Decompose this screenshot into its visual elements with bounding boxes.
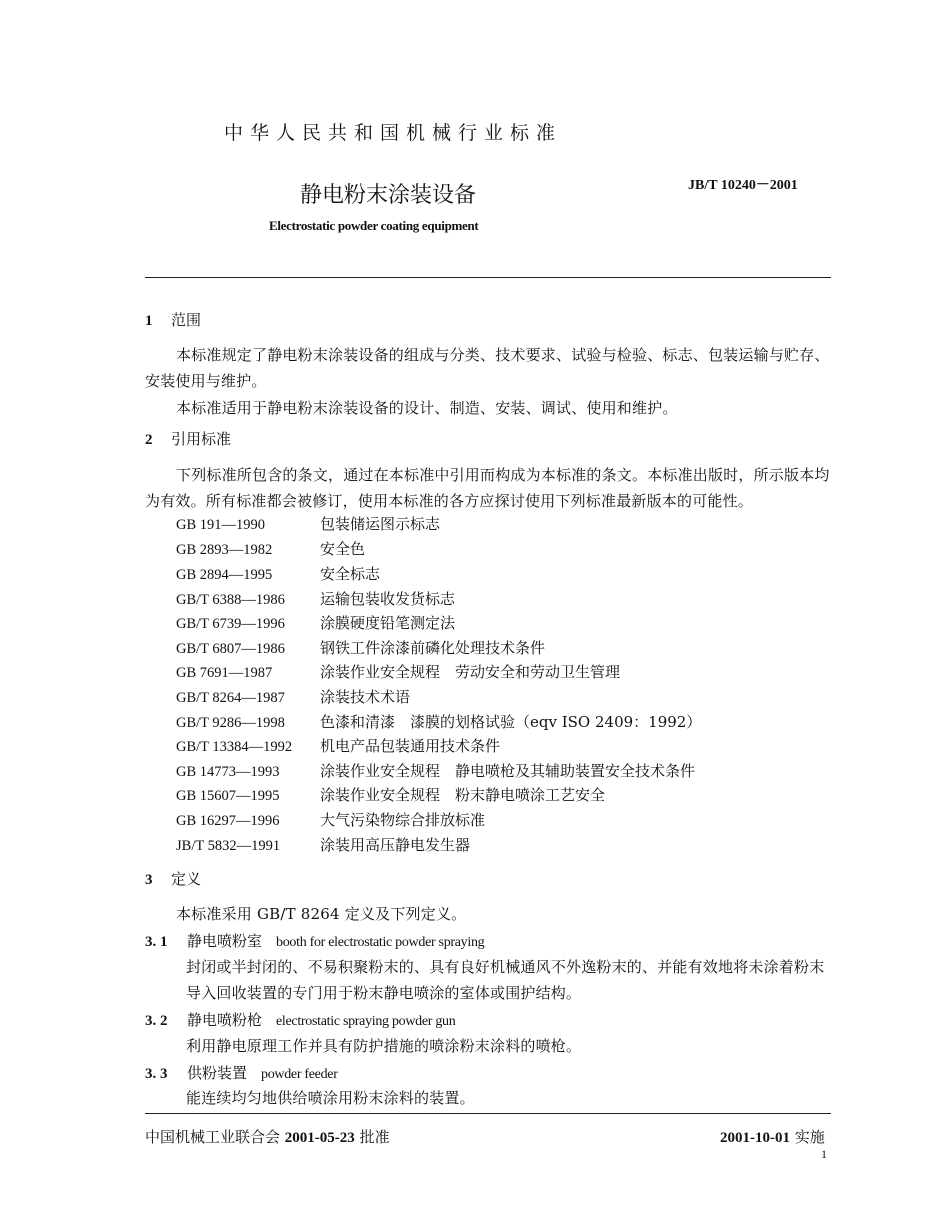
reference-code: GB 7691—1987 bbox=[176, 665, 273, 681]
reference-name: 大气污染物综合排放标准 bbox=[320, 811, 486, 829]
document-title-en: Electrostatic powder coating equipment bbox=[269, 218, 479, 233]
reference-name: 机电产品包装通用技术条件 bbox=[320, 737, 501, 755]
reference-code: GB 191—1990 bbox=[176, 517, 266, 533]
scope-paragraph-1: 本标准规定了静电粉末涂装设备的组成与分类、技术要求、试验与检验、标志、包装运输与贮存、安装使用与维护。 bbox=[145, 346, 830, 390]
definition-heading bbox=[145, 1009, 455, 1030]
section-title: 范围 bbox=[171, 311, 202, 329]
document-title-cn: 静电粉末涂装设备 bbox=[300, 183, 477, 208]
reference-code: GB/T 13384—1992 bbox=[176, 739, 293, 755]
definition-term-en: electrostatic spraying powder gun bbox=[276, 1014, 456, 1029]
definition-body: 封闭或半封闭的、不易积聚粉末的、具有良好机械通风不外逸粉末的、并能有效地将未涂着粉末导入回收装置的专门用于粉末静电喷涂的室体或围护结构。 bbox=[186, 958, 825, 1002]
section-number: 1 bbox=[145, 313, 153, 329]
reference-code: GB/T 6388—1986 bbox=[176, 592, 285, 608]
reference-code: GB 2894—1995 bbox=[176, 567, 273, 583]
definition-term-en: booth for electrostatic powder spraying bbox=[276, 935, 485, 950]
reference-name: 包装储运图示标志 bbox=[320, 515, 441, 533]
definition-heading bbox=[145, 930, 484, 951]
reference-item bbox=[176, 686, 410, 710]
reference-item bbox=[176, 711, 701, 735]
reference-name: 安全标志 bbox=[320, 565, 381, 583]
reference-item bbox=[176, 612, 455, 636]
definitions-intro: 本标准采用 GB/T 8264 定义及下列定义。 bbox=[176, 905, 467, 923]
definition-number: 3. 1 bbox=[145, 934, 168, 950]
definition-number: 3. 2 bbox=[145, 1013, 168, 1029]
standard-code: JB/T 10240－2001 bbox=[688, 178, 798, 193]
reference-item bbox=[176, 784, 605, 808]
reference-name: 涂膜硬度铅笔测定法 bbox=[320, 614, 456, 632]
reference-name: 涂装技术术语 bbox=[320, 688, 411, 706]
reference-code: GB 14773—1993 bbox=[176, 764, 280, 780]
reference-item bbox=[176, 809, 485, 833]
definition-term-en: powder feeder bbox=[261, 1067, 338, 1082]
definition-term-cn: 静电喷粉室 bbox=[187, 932, 263, 950]
reference-name: 涂装作业安全规程 粉末静电喷涂工艺安全 bbox=[320, 786, 606, 804]
reference-item bbox=[176, 588, 455, 612]
reference-name: 色漆和清漆 漆膜的划格试验（eqv ISO 2409：1992） bbox=[320, 713, 702, 731]
reference-name: 安全色 bbox=[320, 540, 366, 558]
section-number: 3 bbox=[145, 872, 153, 888]
reference-name: 钢铁工件涂漆前磷化处理技术条件 bbox=[320, 639, 546, 657]
issuer: 中国机械工业联合会 bbox=[145, 1128, 281, 1146]
section-title: 引用标准 bbox=[171, 430, 232, 448]
scope-paragraph-2: 本标准适用于静电粉末涂装设备的设计、制造、安装、调试、使用和维护。 bbox=[176, 399, 678, 417]
effective-info bbox=[720, 1126, 825, 1147]
definition-term-cn: 静电喷粉枪 bbox=[187, 1011, 263, 1029]
reference-item bbox=[176, 834, 470, 858]
definition-term-cn: 供粉装置 bbox=[187, 1064, 248, 1082]
header-divider bbox=[145, 277, 831, 278]
section-2-heading bbox=[145, 428, 231, 449]
footer-divider bbox=[145, 1113, 831, 1114]
section-title: 定义 bbox=[171, 870, 202, 888]
reference-item bbox=[176, 661, 620, 685]
definition-number: 3. 3 bbox=[145, 1066, 168, 1082]
definition-heading bbox=[145, 1062, 338, 1083]
reference-item bbox=[176, 735, 500, 759]
effective-label: 实施 bbox=[794, 1128, 825, 1146]
standard-category: 中华人民共和国机械行业标准 bbox=[224, 122, 563, 144]
reference-code: JB/T 5832—1991 bbox=[176, 838, 281, 854]
reference-item bbox=[176, 637, 545, 661]
section-number: 2 bbox=[145, 432, 153, 448]
definition-body: 能连续均匀地供给喷涂用粉末涂料的装置。 bbox=[186, 1089, 475, 1107]
reference-item bbox=[176, 538, 365, 562]
approval-info bbox=[145, 1126, 390, 1147]
section-3-heading bbox=[145, 868, 201, 889]
definition-body: 利用静电原理工作并具有防护措施的喷涂粉末涂料的喷枪。 bbox=[186, 1037, 582, 1055]
reference-code: GB 2893—1982 bbox=[176, 542, 273, 558]
reference-name: 涂装作业安全规程 劳动安全和劳动卫生管理 bbox=[320, 663, 621, 681]
effective-date: 2001-10-01 bbox=[720, 1130, 790, 1146]
references-intro: 下列标准所包含的条文，通过在本标准中引用而构成为本标准的条文。本标准出版时，所示版本均为有效。所有标准都会被修订，使用本标准的各方应探讨使用下列标准最新版本的可能性。 bbox=[145, 466, 830, 510]
reference-code: GB 16297—1996 bbox=[176, 813, 280, 829]
page-number: 1 bbox=[821, 1147, 827, 1161]
approve-label: 批准 bbox=[359, 1128, 390, 1146]
reference-name: 运输包装收发货标志 bbox=[320, 590, 456, 608]
section-1-heading bbox=[145, 309, 201, 330]
reference-code: GB/T 9286—1998 bbox=[176, 715, 285, 731]
reference-item bbox=[176, 760, 695, 784]
reference-code: GB 15607—1995 bbox=[176, 788, 280, 804]
reference-name: 涂装作业安全规程 静电喷枪及其辅助装置安全技术条件 bbox=[320, 762, 696, 780]
approve-date: 2001-05-23 bbox=[284, 1130, 355, 1146]
reference-item bbox=[176, 563, 380, 587]
reference-name: 涂装用高压静电发生器 bbox=[320, 836, 471, 854]
reference-code: GB/T 6739—1996 bbox=[176, 616, 285, 632]
reference-code: GB/T 6807—1986 bbox=[176, 641, 285, 657]
reference-item bbox=[176, 513, 440, 537]
reference-code: GB/T 8264—1987 bbox=[176, 690, 285, 706]
